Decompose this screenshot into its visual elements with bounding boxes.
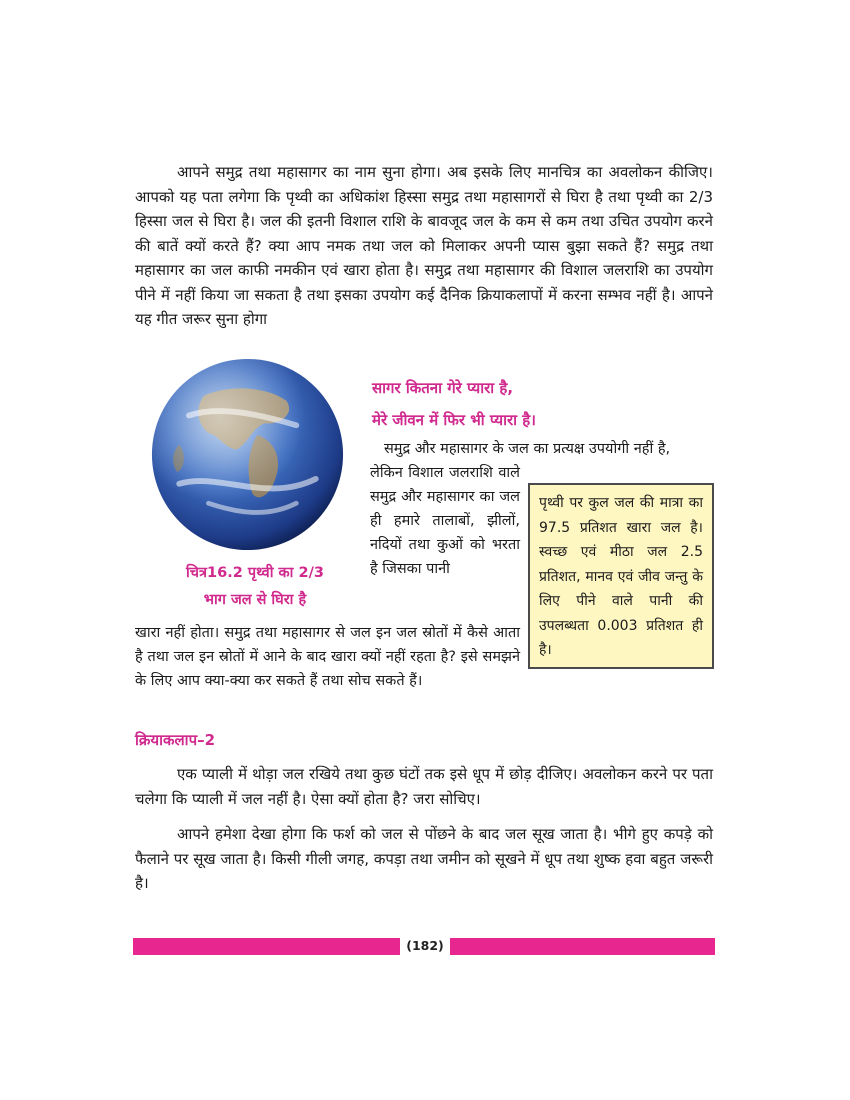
figure-caption-line1: चित्र16.2 पृथ्वी का 2/3 <box>186 565 324 581</box>
activity-heading: क्रियाकलाप–2 <box>135 731 216 749</box>
activity-paragraph: एक प्याली में थोड़ा जल रखिये तथा कुछ घंटों तक इसे धूप में छोड़ दीजिए। अवलोकन करने पर पता चलेगा कि प्याली में जल नहीं है। ऐसा क्यों होता है? जरा सोचिए। <box>135 765 713 808</box>
earth-globe-icon <box>150 357 345 552</box>
fact-box-text: पृथ्वी पर कुल जल की मात्रा का 97.5 प्रतिशत खारा जल है। स्वच्छ एवं मीठा जल 2.5 प्रतिशत, मानव एवं जीव जन्तु के लिए पीने वाले पानी की उपलब्धता 0.003 प्रतिशत ही है। <box>539 495 703 658</box>
observation-paragraph: आपने हमेशा देखा होगा कि फर्श को जल से पोंछने के बाद जल सूख जाता है। भीगे हुए कपड़े को फैलाने पर सूख जाता है। किसी गीली जगह, कपड़ा तथा जमीन को सूखने में धूप तथा शुष्क हवा बहुत जरूरी है। <box>135 825 713 892</box>
main-paragraph-wide: खारा नहीं होता। समुद्र तथा महासागर से जल इन जल स्रोतों में कैसे आता है तथा जल इन स्रोतों में आने के बाद खारा क्यों नहीं रहता है? इसे समझने के लिए आप क्या-क्या कर सकते हैं तथा सोच सकते हैं। <box>135 625 520 689</box>
main-paragraph-column: लेकिन विशाल जलराशि वाले समुद्र और महासागर का जल ही हमारे तालाबों, झीलों, नदियों तथा कुओं को भरता है जिसका पानी <box>370 465 520 577</box>
figure-caption-line2: भाग जल से घिरा है <box>203 592 307 608</box>
poem-line-1: सागर कितना गेरे प्यारा है, <box>372 379 514 397</box>
intro-paragraph: आपने समुद्र तथा महासागर का नाम सुना होगा। अब इसके लिए मानचित्र का अवलोकन कीजिए। आपको यह पता लगेगा कि पृथ्वी का अधिकांश हिस्सा समुद्र तथा महासागरों से घिरा है तथा पृथ्वी का 2/3 हिस्सा जल से घिरा है। जल की इतनी विशाल राशि के बावजूद जल के कम से कम तथा उचित उपयोग करने की बातें क्यों करते हैं? क्या आप नमक तथा जल को मिलाकर अपनी प्यास बुझा सकते हैं? समुद्र तथा महासागर का जल काफी नमकीन एवं खारा होता है। समुद्र तथा महासागर की विशाल जलराशि का उपयोग पीने में नहीं किया जा सकता है तथा इसका उपयोग कई दैनिक क्रियाकलापों में करना सम्भव नहीं है। आपने यह गीत जरूर सुना होगा <box>135 163 713 328</box>
main-paragraph-first-line: समुद्र और महासागर के जल का प्रत्यक्ष उपयोगी नहीं है, <box>384 441 671 457</box>
poem-line-2: मेरे जीवन में फिर भी प्यारा है। <box>372 411 536 429</box>
figure-caption <box>140 560 370 614</box>
fact-box <box>528 483 714 669</box>
page-number: (182) <box>400 936 450 956</box>
